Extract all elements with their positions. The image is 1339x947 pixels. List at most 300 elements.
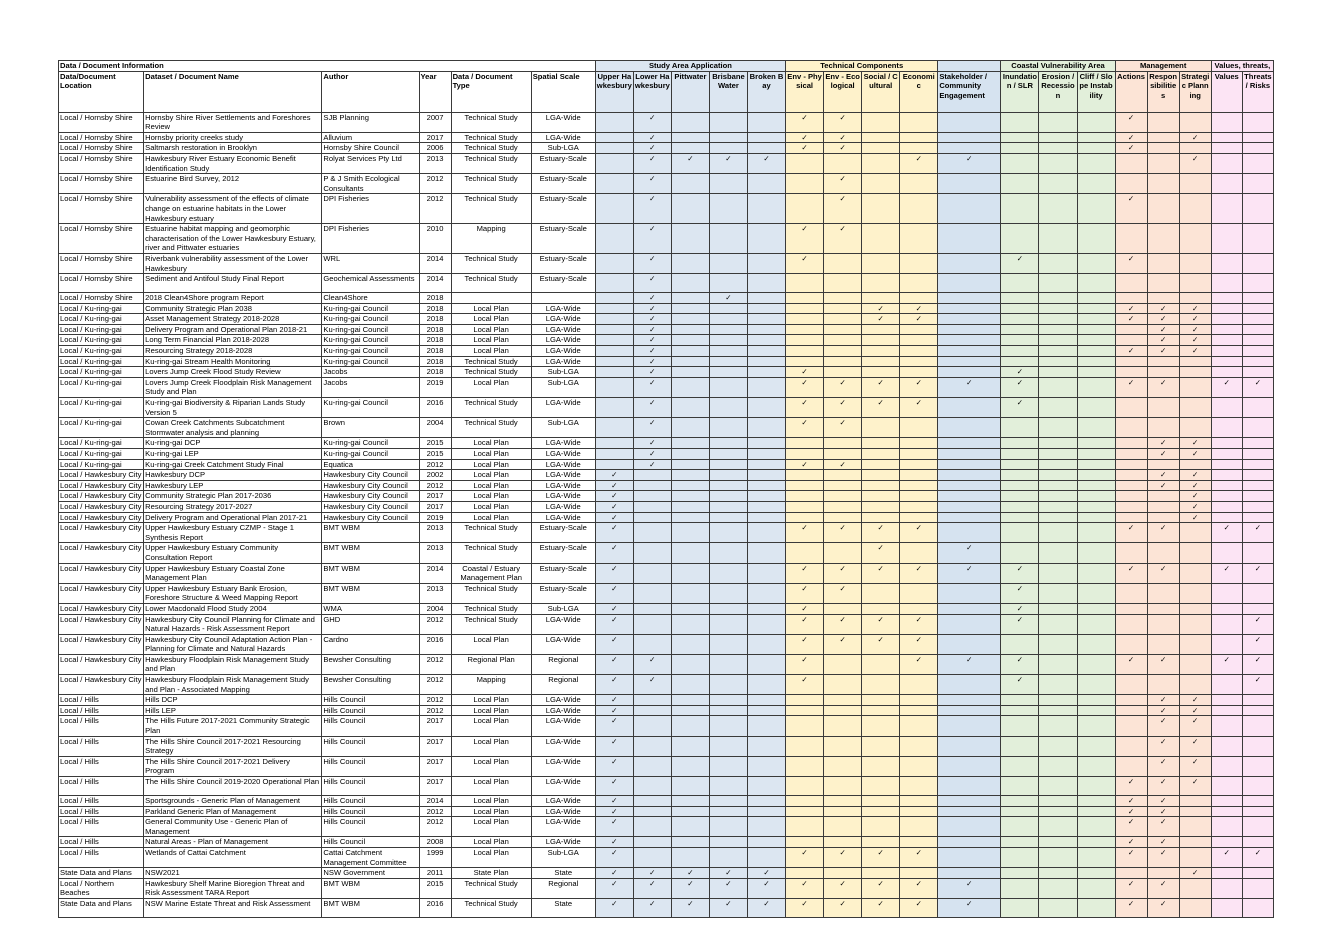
- row-author: Hills Council: [322, 705, 419, 716]
- check-mark: ✓: [824, 132, 862, 143]
- empty-cell: [1211, 512, 1242, 523]
- row-year: 2018: [419, 303, 451, 314]
- empty-cell: [1115, 418, 1147, 438]
- check-mark: ✓: [900, 377, 938, 397]
- empty-cell: [671, 614, 709, 634]
- row-year: 2014: [419, 253, 451, 273]
- empty-cell: [1077, 153, 1115, 173]
- empty-cell: [1179, 112, 1211, 132]
- table-row: [59, 695, 1274, 706]
- empty-cell: [595, 377, 633, 397]
- empty-cell: [900, 796, 938, 807]
- check-mark: ✓: [900, 314, 938, 325]
- empty-cell: [1115, 603, 1147, 614]
- empty-cell: [1077, 501, 1115, 512]
- row-document-type: Local Plan: [451, 377, 531, 397]
- check-mark: ✓: [595, 705, 633, 716]
- row-author: Ku-ring-gai Council: [322, 398, 419, 418]
- check-mark: ✓: [1001, 614, 1039, 634]
- table-row: [59, 480, 1274, 491]
- empty-cell: [747, 847, 785, 867]
- check-mark: ✓: [709, 898, 747, 917]
- check-mark: ✓: [824, 583, 862, 603]
- empty-cell: [1077, 614, 1115, 634]
- check-mark: ✓: [633, 224, 671, 254]
- empty-cell: [824, 705, 862, 716]
- row-year: 2012: [419, 480, 451, 491]
- empty-cell: [709, 634, 747, 654]
- empty-cell: [709, 512, 747, 523]
- empty-cell: [1001, 324, 1039, 335]
- row-year: 2016: [419, 634, 451, 654]
- row-year: 2004: [419, 418, 451, 438]
- check-mark: ✓: [1147, 806, 1179, 817]
- row-document-type: Technical Study: [451, 543, 531, 563]
- check-mark: ✓: [1242, 614, 1273, 634]
- empty-cell: [1115, 224, 1147, 254]
- empty-cell: [1211, 705, 1242, 716]
- empty-cell: [900, 512, 938, 523]
- empty-cell: [1077, 377, 1115, 397]
- check-mark: ✓: [633, 878, 671, 898]
- row-author: BMT WBM: [322, 543, 419, 563]
- empty-cell: [938, 438, 1001, 449]
- check-mark: ✓: [671, 878, 709, 898]
- empty-cell: [1077, 847, 1115, 867]
- row-document-type: Technical Study: [451, 418, 531, 438]
- row-author: BMT WBM: [322, 563, 419, 583]
- empty-cell: [1115, 705, 1147, 716]
- check-mark: ✓: [1001, 583, 1039, 603]
- empty-cell: [709, 174, 747, 194]
- row-document-type: Local Plan: [451, 314, 531, 325]
- empty-cell: [671, 449, 709, 460]
- check-mark: ✓: [938, 377, 1001, 397]
- empty-cell: [938, 491, 1001, 502]
- check-mark: ✓: [595, 796, 633, 807]
- empty-cell: [1242, 303, 1273, 314]
- empty-cell: [1179, 274, 1211, 293]
- empty-cell: [900, 675, 938, 695]
- row-spatial-scale: LGA-Wide: [531, 438, 595, 449]
- check-mark: ✓: [862, 878, 900, 898]
- table-row: [59, 174, 1274, 194]
- empty-cell: [1211, 634, 1242, 654]
- empty-cell: [1039, 563, 1077, 583]
- check-mark: ✓: [900, 878, 938, 898]
- empty-cell: [900, 367, 938, 378]
- empty-cell: [595, 153, 633, 173]
- check-mark: ✓: [1179, 324, 1211, 335]
- empty-cell: [747, 143, 785, 154]
- empty-cell: [709, 459, 747, 470]
- empty-cell: [747, 346, 785, 357]
- empty-cell: [786, 194, 824, 224]
- empty-cell: [786, 695, 824, 706]
- empty-cell: [595, 274, 633, 293]
- empty-cell: [1077, 132, 1115, 143]
- empty-cell: [900, 174, 938, 194]
- empty-cell: [900, 224, 938, 254]
- empty-cell: [1211, 314, 1242, 325]
- empty-cell: [786, 324, 824, 335]
- empty-cell: [900, 112, 938, 132]
- col-lower-hawkesbury: Lower Hawkesbury: [633, 71, 671, 112]
- empty-cell: [633, 563, 671, 583]
- row-spatial-scale: Estuary-Scale: [531, 274, 595, 293]
- empty-cell: [786, 274, 824, 293]
- row-spatial-scale: Sub-LGA: [531, 418, 595, 438]
- row-document-name: Resourcing Strategy 2018-2028: [144, 346, 322, 357]
- empty-cell: [1147, 194, 1179, 224]
- empty-cell: [824, 716, 862, 736]
- empty-cell: [938, 868, 1001, 879]
- row-location: Local / Hills: [59, 796, 144, 807]
- check-mark: ✓: [862, 634, 900, 654]
- check-mark: ✓: [1115, 132, 1147, 143]
- row-location: Local / Hills: [59, 777, 144, 796]
- empty-cell: [1211, 796, 1242, 807]
- empty-cell: [1242, 112, 1273, 132]
- col-env-physical: Env - Physical: [786, 71, 824, 112]
- empty-cell: [1179, 523, 1211, 543]
- row-author: Ku-ring-gai Council: [322, 324, 419, 335]
- empty-cell: [1039, 634, 1077, 654]
- empty-cell: [747, 367, 785, 378]
- check-mark: ✓: [633, 449, 671, 460]
- empty-cell: [671, 253, 709, 273]
- row-spatial-scale: Estuary-Scale: [531, 583, 595, 603]
- empty-cell: [1115, 756, 1147, 776]
- check-mark: ✓: [1179, 777, 1211, 796]
- row-location: Local / Hawkesbury City: [59, 583, 144, 603]
- empty-cell: [1211, 878, 1242, 898]
- empty-cell: [747, 224, 785, 254]
- row-document-type: Technical Study: [451, 614, 531, 634]
- empty-cell: [709, 470, 747, 481]
- empty-cell: [900, 868, 938, 879]
- row-location: Local / Hills: [59, 817, 144, 837]
- check-mark: ✓: [786, 847, 824, 867]
- empty-cell: [1147, 868, 1179, 879]
- empty-cell: [747, 398, 785, 418]
- empty-cell: [862, 335, 900, 346]
- empty-cell: [709, 480, 747, 491]
- empty-cell: [1039, 796, 1077, 807]
- empty-cell: [786, 817, 824, 837]
- check-mark: ✓: [1179, 335, 1211, 346]
- row-spatial-scale: Estuary-Scale: [531, 194, 595, 224]
- row-document-name: Ku-ring-gai Creek Catchment Study Final: [144, 459, 322, 470]
- check-mark: ✓: [1147, 716, 1179, 736]
- table-row: [59, 512, 1274, 523]
- row-author: Hills Council: [322, 695, 419, 706]
- empty-cell: [671, 634, 709, 654]
- group-values-threats: Values, threats,: [1211, 61, 1273, 72]
- empty-cell: [1242, 449, 1273, 460]
- empty-cell: [1077, 634, 1115, 654]
- empty-cell: [900, 716, 938, 736]
- row-author: BMT WBM: [322, 898, 419, 917]
- empty-cell: [786, 480, 824, 491]
- check-mark: ✓: [633, 418, 671, 438]
- empty-cell: [938, 756, 1001, 776]
- empty-cell: [671, 224, 709, 254]
- empty-cell: [862, 868, 900, 879]
- empty-cell: [1001, 512, 1039, 523]
- row-document-type: Technical Study: [451, 132, 531, 143]
- check-mark: ✓: [595, 634, 633, 654]
- empty-cell: [1115, 470, 1147, 481]
- empty-cell: [938, 324, 1001, 335]
- check-mark: ✓: [1115, 194, 1147, 224]
- empty-cell: [1242, 356, 1273, 367]
- empty-cell: [938, 736, 1001, 756]
- empty-cell: [709, 335, 747, 346]
- table-row: [59, 346, 1274, 357]
- table-row: [59, 705, 1274, 716]
- check-mark: ✓: [1147, 654, 1179, 674]
- empty-cell: [1242, 398, 1273, 418]
- row-spatial-scale: LGA-Wide: [531, 346, 595, 357]
- row-document-type: Technical Study: [451, 398, 531, 418]
- empty-cell: [900, 603, 938, 614]
- check-mark: ✓: [633, 335, 671, 346]
- empty-cell: [1077, 777, 1115, 796]
- empty-cell: [1211, 153, 1242, 173]
- row-document-name: Ku-ring-gai LEP: [144, 449, 322, 460]
- empty-cell: [1242, 756, 1273, 776]
- empty-cell: [1211, 543, 1242, 563]
- row-document-name: Upper Hawkesbury Estuary Bank Erosion, Foreshore Structure & Weed Mapping Report: [144, 583, 322, 603]
- table-row: [59, 459, 1274, 470]
- empty-cell: [862, 132, 900, 143]
- table-row: [59, 501, 1274, 512]
- row-year: 2013: [419, 523, 451, 543]
- table-row: [59, 438, 1274, 449]
- empty-cell: [671, 777, 709, 796]
- check-mark: ✓: [1001, 367, 1039, 378]
- check-mark: ✓: [1179, 132, 1211, 143]
- check-mark: ✓: [786, 523, 824, 543]
- empty-cell: [1242, 367, 1273, 378]
- check-mark: ✓: [1211, 563, 1242, 583]
- empty-cell: [900, 274, 938, 293]
- col-responsibilities: Responsibilities: [1147, 71, 1179, 112]
- row-spatial-scale: Estuary-Scale: [531, 174, 595, 194]
- empty-cell: [747, 603, 785, 614]
- empty-cell: [1039, 543, 1077, 563]
- empty-cell: [1211, 837, 1242, 848]
- check-mark: ✓: [1179, 314, 1211, 325]
- check-mark: ✓: [1147, 777, 1179, 796]
- empty-cell: [1242, 194, 1273, 224]
- empty-cell: [1211, 303, 1242, 314]
- row-document-type: Local Plan: [451, 491, 531, 502]
- empty-cell: [1179, 356, 1211, 367]
- empty-cell: [595, 253, 633, 273]
- empty-cell: [709, 449, 747, 460]
- empty-cell: [671, 695, 709, 706]
- row-document-type: Local Plan: [451, 806, 531, 817]
- empty-cell: [938, 418, 1001, 438]
- row-author: Ku-ring-gai Council: [322, 335, 419, 346]
- empty-cell: [709, 377, 747, 397]
- row-spatial-scale: LGA-Wide: [531, 777, 595, 796]
- empty-cell: [824, 449, 862, 460]
- empty-cell: [1077, 736, 1115, 756]
- row-year: 2012: [419, 817, 451, 837]
- empty-cell: [595, 224, 633, 254]
- row-spatial-scale: Estuary-Scale: [531, 523, 595, 543]
- empty-cell: [786, 470, 824, 481]
- empty-cell: [862, 806, 900, 817]
- col-env-ecological: Env - Ecological: [824, 71, 862, 112]
- empty-cell: [1242, 314, 1273, 325]
- empty-cell: [633, 817, 671, 837]
- table-row: [59, 367, 1274, 378]
- empty-cell: [1039, 501, 1077, 512]
- empty-cell: [1001, 491, 1039, 502]
- empty-cell: [709, 112, 747, 132]
- empty-cell: [1242, 346, 1273, 357]
- empty-cell: [1211, 253, 1242, 273]
- check-mark: ✓: [709, 878, 747, 898]
- row-author: Hills Council: [322, 817, 419, 837]
- empty-cell: [1242, 418, 1273, 438]
- empty-cell: [671, 543, 709, 563]
- empty-cell: [938, 253, 1001, 273]
- check-mark: ✓: [824, 224, 862, 254]
- row-document-name: Hornsby priority creeks study: [144, 132, 322, 143]
- row-location: Local / Hornsby Shire: [59, 143, 144, 154]
- empty-cell: [1077, 480, 1115, 491]
- row-spatial-scale: Regional: [531, 878, 595, 898]
- check-mark: ✓: [1179, 736, 1211, 756]
- empty-cell: [1001, 346, 1039, 357]
- empty-cell: [1179, 603, 1211, 614]
- check-mark: ✓: [633, 438, 671, 449]
- row-author: Equatica: [322, 459, 419, 470]
- row-author: Ku-ring-gai Council: [322, 314, 419, 325]
- row-year: 2016: [419, 898, 451, 917]
- row-year: 2018: [419, 346, 451, 357]
- empty-cell: [1001, 224, 1039, 254]
- row-location: Local / Hills: [59, 756, 144, 776]
- table-row: [59, 253, 1274, 273]
- empty-cell: [709, 438, 747, 449]
- check-mark: ✓: [786, 367, 824, 378]
- table-row: [59, 132, 1274, 143]
- group-coastal-vulnerability-area: Coastal Vulnerability Area: [1001, 61, 1115, 72]
- empty-cell: [1211, 756, 1242, 776]
- row-document-name: NSW2021: [144, 868, 322, 879]
- row-spatial-scale: LGA-Wide: [531, 614, 595, 634]
- empty-cell: [747, 174, 785, 194]
- check-mark: ✓: [1147, 796, 1179, 807]
- check-mark: ✓: [938, 654, 1001, 674]
- row-document-type: Local Plan: [451, 480, 531, 491]
- empty-cell: [862, 153, 900, 173]
- empty-cell: [862, 491, 900, 502]
- row-document-type: Regional Plan: [451, 654, 531, 674]
- empty-cell: [1115, 459, 1147, 470]
- empty-cell: [1039, 705, 1077, 716]
- row-location: Local / Ku-ring-gai: [59, 438, 144, 449]
- empty-cell: [1211, 470, 1242, 481]
- empty-cell: [1115, 367, 1147, 378]
- check-mark: ✓: [1147, 314, 1179, 325]
- empty-cell: [862, 603, 900, 614]
- row-document-type: Local Plan: [451, 346, 531, 357]
- check-mark: ✓: [862, 377, 900, 397]
- table-row: [59, 303, 1274, 314]
- check-mark: ✓: [595, 491, 633, 502]
- empty-cell: [938, 847, 1001, 867]
- empty-cell: [1115, 634, 1147, 654]
- empty-cell: [1039, 132, 1077, 143]
- check-mark: ✓: [1211, 377, 1242, 397]
- row-spatial-scale: Regional: [531, 675, 595, 695]
- table-row: [59, 583, 1274, 603]
- row-spatial-scale: State: [531, 868, 595, 879]
- empty-cell: [747, 480, 785, 491]
- check-mark: ✓: [786, 898, 824, 917]
- table-row: [59, 470, 1274, 481]
- empty-cell: [1077, 806, 1115, 817]
- empty-cell: [900, 806, 938, 817]
- empty-cell: [595, 418, 633, 438]
- row-document-name: Estuarine habitat mapping and geomorphic characterisation of the Lower Hawkesbury Estuary, river and Pittwater estuaries: [144, 224, 322, 254]
- row-document-type: Local Plan: [451, 817, 531, 837]
- row-author: Rolyat Services Pty Ltd: [322, 153, 419, 173]
- empty-cell: [1077, 143, 1115, 154]
- empty-cell: [747, 695, 785, 706]
- row-author: Hills Council: [322, 716, 419, 736]
- empty-cell: [786, 837, 824, 848]
- table-row: [59, 716, 1274, 736]
- empty-cell: [1179, 583, 1211, 603]
- empty-cell: [1001, 438, 1039, 449]
- empty-cell: [824, 303, 862, 314]
- row-document-type: Technical Study: [451, 898, 531, 917]
- row-document-name: Hawkesbury DCP: [144, 470, 322, 481]
- empty-cell: [1039, 736, 1077, 756]
- check-mark: ✓: [1001, 654, 1039, 674]
- empty-cell: [900, 583, 938, 603]
- row-location: Local / Hills: [59, 837, 144, 848]
- empty-cell: [1179, 143, 1211, 154]
- row-author: Ku-ring-gai Council: [322, 438, 419, 449]
- col-economic: Economic: [900, 71, 938, 112]
- check-mark: ✓: [786, 675, 824, 695]
- empty-cell: [1242, 459, 1273, 470]
- check-mark: ✓: [1001, 563, 1039, 583]
- empty-cell: [862, 716, 900, 736]
- empty-cell: [1001, 459, 1039, 470]
- check-mark: ✓: [1147, 303, 1179, 314]
- empty-cell: [709, 796, 747, 807]
- empty-cell: [1242, 491, 1273, 502]
- empty-cell: [1039, 418, 1077, 438]
- check-mark: ✓: [1179, 153, 1211, 173]
- empty-cell: [1179, 377, 1211, 397]
- empty-cell: [938, 449, 1001, 460]
- empty-cell: [1039, 274, 1077, 293]
- empty-cell: [1115, 614, 1147, 634]
- check-mark: ✓: [938, 878, 1001, 898]
- col-social-cultural: Social / Cultural: [862, 71, 900, 112]
